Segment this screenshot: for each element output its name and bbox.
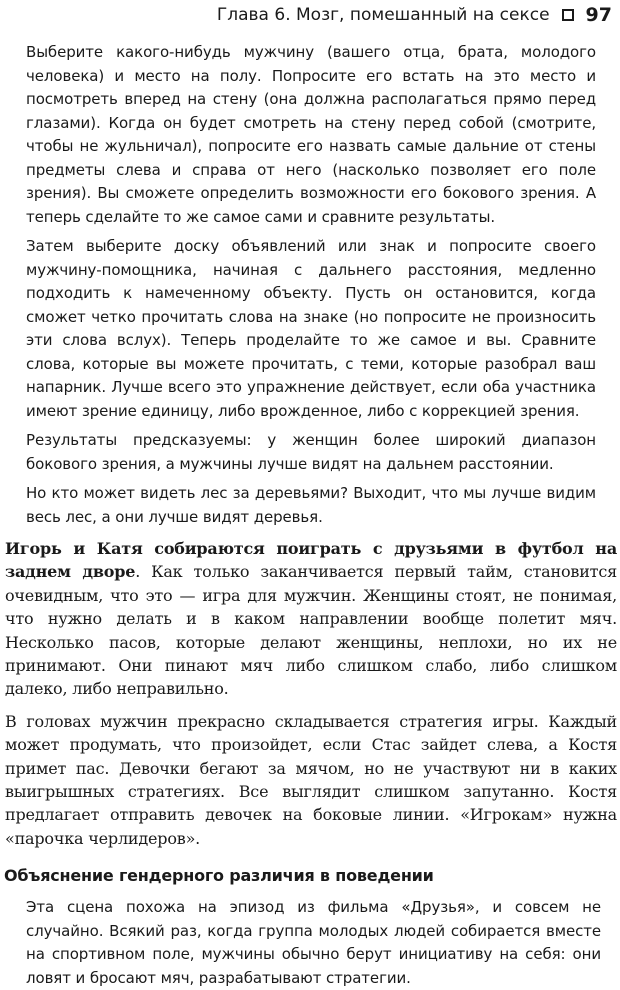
scene-lead: Игорь и Катя собираются поиграть с друзьями в футбол на заднем дворе [5,539,617,582]
running-header [217,4,612,26]
section-body [26,896,601,990]
scene-text: . Как только заканчивается первый тайм, становится очевидным, что это — игра для мужчин. Женщины стоят, не понимая, что нужно делать и в каком направлении вообще полетит мяч. Несколько пасов, которые делают женщины, неплохи, но их не принимают. Они пинают мяч либо слишком слабо, либо слишком далеко, либо неправильно. [5,562,617,699]
main-paragraph: В головах мужчин прекрасно складывается стратегия игры. Каждый может продумать, что произойдет, если Стас зайдет слева, а Костя примет пас. Девочки бегают за мячом, но не участвуют ни в каких выигрышных стратегиях. Все выглядит слишком запутанно. Костя предлагает отправить девочек на боковые линии. «Игрокам» нужна «парочка черлидеров». [5,711,617,848]
sidebar-paragraph: Но кто может видеть лес за деревьями? Выходит, что мы лучше видим весь лес, а они лучше видят деревья. [26,484,596,526]
chapter-title: Глава 6. Мозг, помешанный на сексе [216,5,550,25]
page-number: 97 [585,4,612,26]
sidebar-paragraph: Выберите какого-нибудь мужчину (вашего отца, брата, молодого человека) и место на полу. Попросите его встать на это место и посмотреть вперед на стену (она должна располагаться прямо перед глазами). Когда он будет смотреть на стену перед собой (смотрите, чтобы не жульничал), попросите его назвать самые дальние от стены предметы слева и справа от него (насколько позволяет его поле зрения). Вы сможете определить возможности его бокового зрения. А теперь сделайте то же самое сами и сравните результаты. [26,43,596,226]
exercise-sidebar [26,41,596,535]
sidebar-paragraph: Результаты предсказуемы: у женщин более широкий диапазон бокового зрения, а мужчины лучше видят на дальнем расстоянии. [26,431,596,473]
sidebar-paragraph: Затем выберите доску объявлений или знак и попросите своего мужчину-помощника, начиная с дальнего расстояния, медленно подходить к намеченному объекту. Пусть он остановится, когда сможет четко прочитать слова на знаке (но попросите не произносить эти слова вслух). Теперь проделайте то же самое и вы. Сравните слова, которые вы можете прочитать, с теми, которые разобрал ваш напарник. Лучше всего это упражнение действует, если оба участника имеют зрение единицу, либо врожденное, либо с коррекцией зрения. [26,237,596,420]
main-text [5,537,617,859]
section-paragraph: Эта сцена похожа на эпизод из фильма «Друзья», и совсем не случайно. Всякий раз, когда группа молодых людей собирается вместе на спортивном поле, мужчины обычно берут инициативу на себя: они ловят и бросают мяч, разрабатывают стратегии. [26,898,601,987]
main-paragraph [5,537,617,701]
square-bullet-icon [562,9,574,21]
section-heading: Объяснение гендерного различия в поведении [4,866,434,885]
